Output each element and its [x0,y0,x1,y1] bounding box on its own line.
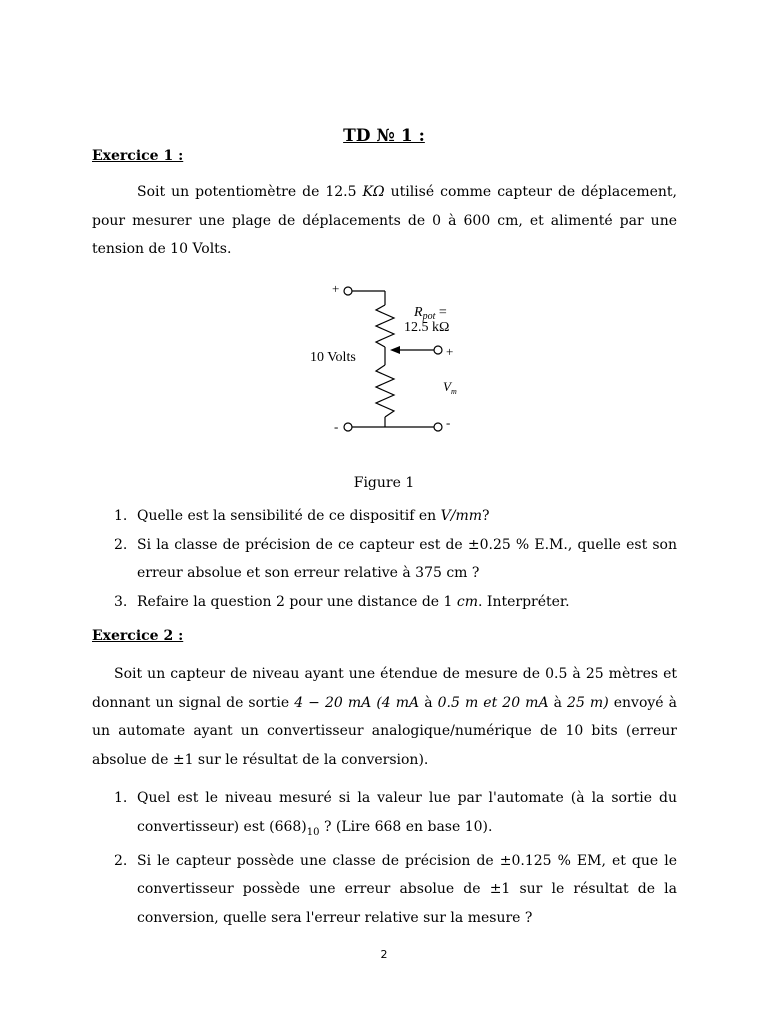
plus-right-label: + [446,344,454,359]
question-math: (668) [269,818,307,835]
intro-text-a: Soit un potentiomètre de 12.5 [137,184,363,200]
exercise-2-heading: Exercice 2 : [92,628,184,644]
page-number: 2 [380,948,388,961]
voltage-label: 10 Volts [310,350,356,365]
list-item [92,847,677,933]
exercise-2-questions [92,784,677,932]
list-item [92,531,677,588]
wiper-terminal [434,346,442,354]
exercise-2-intro [92,660,677,774]
list-item [92,588,677,617]
list-item [92,502,677,531]
intro-math-3: 25 m) [567,694,609,711]
figure-caption: Figure 1 [353,475,415,491]
question-text: Quelle est la sensibilité de ce dispositif en [137,508,441,524]
intro-text-a: Soit un capteur de niveau ayant une étendue de mesure de 0.5 à 25 mètres et donnant un signal de sortie [92,666,677,711]
intro-text-b: à [419,694,438,711]
question-text: Si la classe de précision de ce capteur est de ±0.25 % E.M., quelle est son erreur absolue et son erreur relative à 375 cm ? [137,536,677,581]
question-text-end: ? (Lire 668 en base 10). [319,818,493,835]
question-math: cm [456,593,479,610]
intro-math-1: 4 − 20 mA (4 mA [294,694,420,711]
question-number: 2. [114,536,128,553]
top-left-terminal [344,287,352,295]
exercise-1-questions [92,502,677,616]
question-math-subscript: 10 [306,826,320,838]
exercise-1-intro [92,178,677,264]
bottom-left-terminal [344,423,352,431]
intro-unit: KΩ [362,184,385,200]
question-text-end: . Interpréter. [478,593,570,610]
list-item [92,784,677,847]
question-math: V/mm [440,508,483,524]
bottom-right-terminal [434,423,442,431]
exercise-1-heading: Exercice 1 : [92,148,184,164]
question-number: 3. [114,593,128,610]
lower-resistor [376,365,394,417]
rpot-label: $R_{pot}$ = [414,305,447,322]
upper-resistor [376,305,394,347]
page-title: TD № 1 : [343,126,425,146]
intro-text-c: à [548,694,568,711]
intro-text-d: envoyé à un automate ayant un convertisseur analogique/numérique de 10 bits (erreur absolue de ±1 sur le résultat de la conversion). [92,694,677,768]
potentiometer-circuit-diagram [300,275,470,440]
question-text: Quel est le niveau mesuré si la valeur lue par l'automate (à la sortie du convertisseur) est [137,790,677,835]
intro-math-2: 0.5 m et 20 mA [437,694,549,711]
minus-left-label: - [334,419,339,434]
question-text: Refaire la question 2 pour une distance de 1 [137,593,457,610]
wiper-arrowhead [390,346,400,354]
question-text-end: ? [482,508,490,524]
question-number: 2. [114,852,128,869]
rpot-value: 12.5 kΩ [404,320,450,335]
minus-right-label: - [446,415,451,430]
question-text: Si le capteur possède une classe de précision de ±0.125 % EM, et que le convertisseur possède une erreur absolue de ±1 sur le résultat de la conversion, quelle sera l'erreur relative sur la mesure ? [137,852,677,926]
question-number: 1. [114,790,128,806]
vm-label: $V_m$ [443,379,457,396]
intro-text-b: utilisé comme capteur de déplacement, pour mesurer une plage de déplacements de 0 à 600 cm, et alimenté par une tension de 10 Volts. [92,184,677,257]
question-number: 1. [114,508,128,524]
plus-left-label: + [332,281,340,296]
